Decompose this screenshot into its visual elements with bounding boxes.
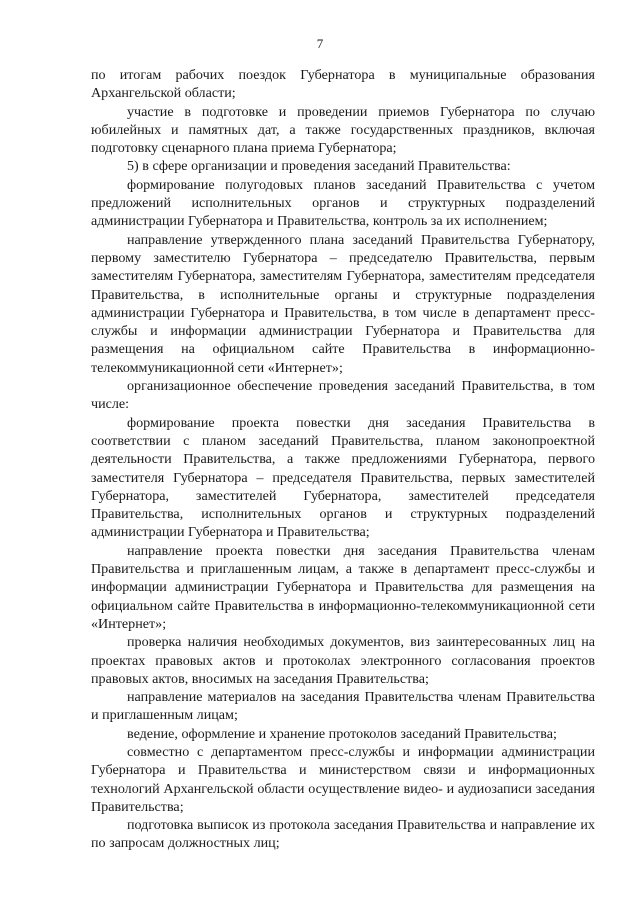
paragraph: направление утвержденного плана заседаний Правительства Губернатору, первому заместителю Губернатора – председателю Правительства, первым заместителям Губернатора, заместителям Губернатора, заместителям председателя Правительства, в исполнительные органы и структурные подразделения администрации Губернатора и Правительства, в том числе в департамент пресс-службы и информации администрации Губернатора и Правительства для размещения на официальном сайте Правительства в информационно-телекоммуникационной сети «Интернет»; [91, 231, 595, 376]
paragraph: формирование проекта повестки дня заседания Правительства в соответствии с планом заседаний Правительства, планом законопроектной деятельности Правительства, а также предложениями Губернатора, первого заместителя Губернатора – председателя Правительства, первых заместителей Губернатора, заместителей Губернатора, заместителей председателя Правительства, исполнительных органов и структурных подразделений администрации Губернатора и Правительства; [91, 414, 595, 541]
section-heading: 5) в сфере организации и проведения заседаний Правительства: [127, 158, 511, 175]
paragraph: участие в подготовке и проведении приемов Губернатора по случаю юбилейных и памятных дат, а также государственных праздников, включая подготовку сценарного плана приема Губернатора; [91, 103, 595, 157]
paragraph: по итогам рабочих поездок Губернатора в муниципальные образования Архангельской области; [91, 67, 595, 102]
paragraph: подготовка выписок из протокола заседания Правительства и направление их по запросам должностных лиц; [91, 817, 595, 852]
document-body [91, 66, 595, 853]
page-number: 7 [316, 36, 324, 51]
paragraph: проверка наличия необходимых документов, виз заинтересованных лиц на проектах правовых актов и протоколах электронного согласования проектов правовых актов, вносимых на заседания Правительства; [91, 634, 595, 687]
paragraph: направление материалов на заседания Правительства членам Правительства и приглашенным лицам; [91, 689, 595, 724]
paragraph: направление проекта повестки дня заседания Правительства членам Правительства и приглашенным лицам, а также в департамент пресс-службы и информации администрации Губернатора и Правительства для размещения на официальном сайте Правительства в информационно-телекоммуникационной сети «Интернет»; [91, 542, 595, 632]
paragraph: организационное обеспечение проведения заседаний Правительства, в том числе: [91, 378, 595, 413]
paragraph: совместно с департаментом пресс-службы и информации администрации Губернатора и Правительства и министерством связи и информационных технологий Архангельской области осуществление видео- и аудиозаписи заседания Правительства; [91, 743, 595, 815]
paragraph: ведение, оформление и хранение протоколов заседаний Правительства; [127, 725, 557, 742]
paragraph: формирование полугодовых планов заседаний Правительства с учетом предложений исполнительных органов и структурных подразделений администрации Губернатора и Правительства, контроль за их исполнением; [91, 176, 595, 230]
